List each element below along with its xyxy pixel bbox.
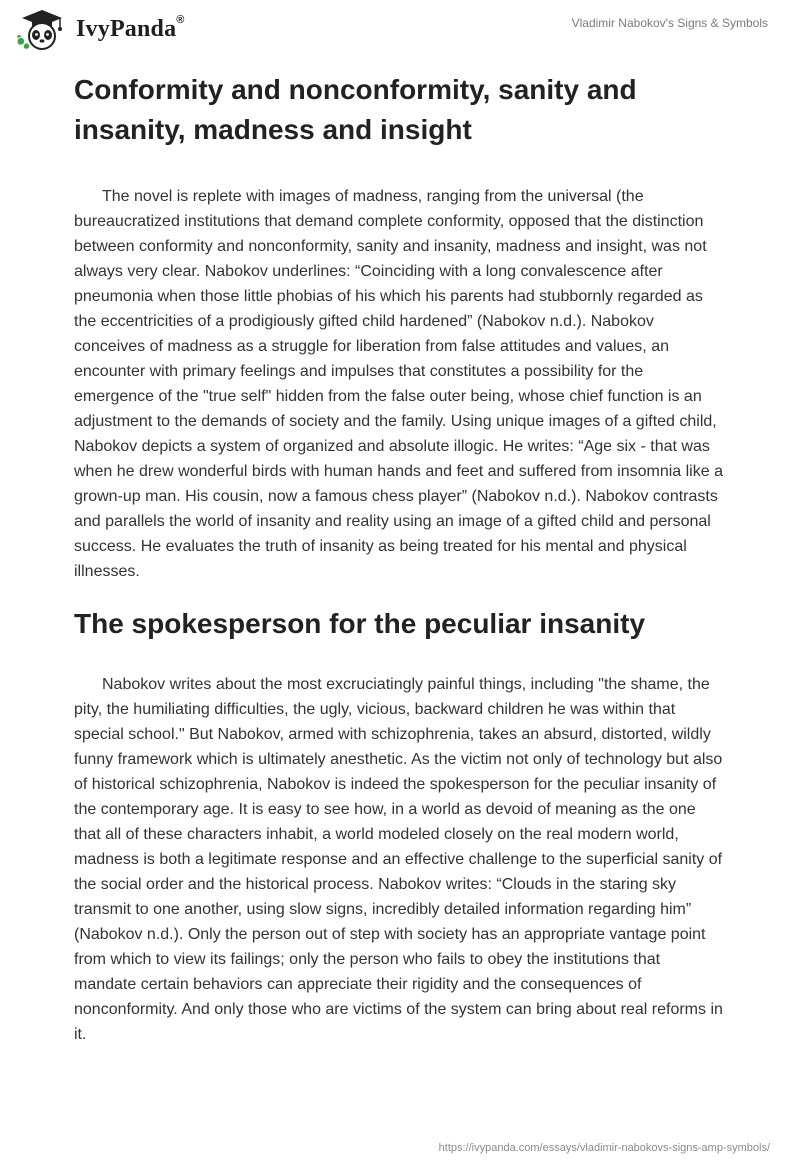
section-paragraph-spokesperson: Nabokov writes about the most excruciatingly painful things, including "the shame, the pity, the humiliating difficulties, the ugly, vicious, backward children he was within that special school." But Nabokov, armed with schizophrenia, takes an absurd, distorted, wildly funny framework which is ultimately anesthetic. As the victim not only of technology but also of historical schizophrenia, Nabokov is indeed the spokesperson for the peculiar insanity of the contemporary age. It is easy to see how, in a world as devoid of meaning as the one that all of these characters inhabit, a world modeled closely on the real modern world, madness is both a legitimate response and an effective challenge to the superficial sanity of the social order and the historical process. Nabokov writes: “Clouds in the staring sky transmit to one another, using slow signs, incredibly detailed information regarding him” (Nabokov n.d.). Only the person out of step with society has an appropriate vantage point from which to view its failings; only the person who fails to obey the institutions that mandate certain behaviors can appreciate their rigidity and the consequences of nonconformity. And only those who are victims of the system can bring about real reforms in it. [74,676,723,1043]
logo-wordmark: IvyPanda® [76,13,185,42]
section-heading-conformity: Conformity and nonconformity, sanity and insanity, madness and insight [74,74,637,145]
source-url[interactable]: https://ivypanda.com/essays/vladimir-nabokovs-signs-amp-symbols/ [438,1142,770,1154]
article-body [74,70,726,1047]
panda-graduate-icon [14,8,70,50]
section-heading-spokesperson: The spokesperson for the peculiar insanity [74,608,646,639]
section-paragraph-conformity: The novel is replete with images of madness, ranging from the universal (the bureaucratized institutions that demand complete conformity, opposed that the distinction between conformity and nonconformity, sanity and insanity, madness and insight, was not always very clear. Nabokov underlines: “Coinciding with a long convalescence after pneumonia when those little phobias of his which his parents had stubbornly regarded as the eccentricities of a prodigiously gifted child hardened” (Nabokov n.d.). Nabokov conceives of madness as a struggle for liberation from false attitudes and values, an encounter with primary feelings and impulses that constitutes a possibility for the emergence of the "true self" hidden from the false outer being, whose chief function is an adjustment to the demands of society and the family. Using unique images of a gifted child, Nabokov depicts a system of organized and absolute illogic. He writes: “Age six - that was when he drew wonderful birds with human hands and feet and suffered from insomnia like a grown-up man. His cousin, now a famous chess player” (Nabokov n.d.). Nabokov contrasts and parallels the world of insanity and reality using an image of a gifted child and personal success. He evaluates the truth of insanity as being treated for his mental and physical illnesses. [74,188,723,580]
document-title: Vladimir Nabokov's Signs & Symbols [571,16,768,30]
ivypanda-logo[interactable] [14,8,185,50]
page-header [14,8,768,58]
